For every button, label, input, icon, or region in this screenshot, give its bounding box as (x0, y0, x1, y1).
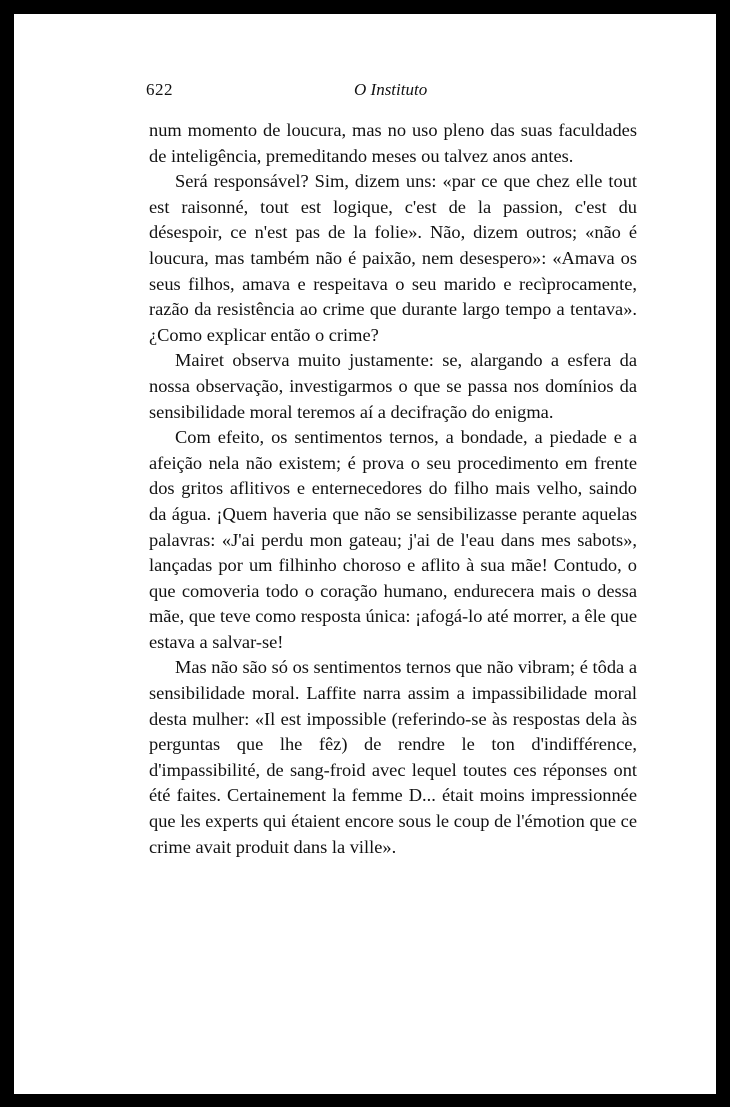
paragraph-continuation: num momento de loucura, mas no uso pleno das suas faculdades de inteligência, premeditando meses ou talvez anos antes. (149, 120, 637, 166)
running-title: O Instituto (354, 80, 428, 99)
page-header (146, 80, 636, 110)
page-number: 622 (146, 80, 173, 99)
paragraph-responsibility: Será responsável? Sim, dizem uns: «par ce que chez elle tout est raisonné, tout est logique, c'est de la passion, c'est du désespoir, ce n'est pas de la folie». Não, dizem outros; «não é loucura, mas também não é paixão, nem desespero»: «Amava os seus filhos, amava e respeitava o seu marido e recìprocamente, razão da resistência ao crime que durante largo tempo a tentava». ¿Como explicar então o crime? (149, 171, 637, 345)
book-page (14, 14, 716, 1094)
body-text (149, 118, 637, 860)
paragraph-moral-sensibility: Mas não são só os sentimentos ternos que não vibram; é tôda a sensibilidade moral. Laffite narra assim a impassibilidade moral desta mulher: «Il est impossible (referindo-se às respostas dela às perguntas que lhe fêz) de rendre le ton d'indifférence, d'impassibilité, de sang-froid avec lequel toutes ces réponses ont été faites. Certainement la femme D... était moins impressionnée que les experts qui étaient encore sous le coup de l'émotion que ce crime avait produit dans la ville». (149, 657, 637, 857)
paragraph-mairet: Mairet observa muito justamente: se, alargando a esfera da nossa observação, investigarmos o que se passa nos domínios da sensibilidade moral teremos aí a decifração do enigma. (149, 350, 637, 422)
paragraph-tender-feelings: Com efeito, os sentimentos ternos, a bondade, a piedade e a afeição nela não existem; é prova o seu procedimento em frente dos gritos aflitivos e enternecedores do filho mais velho, saindo da água. ¡Quem haveria que não se sensibilizasse perante aquelas palavras: «J'ai perdu mon gateau; j'ai de l'eau dans mes sabots», lançadas por um filhinho choroso e aflito à sua mãe! Contudo, o que comoveria todo o coração humano, endurecera mais o dessa mãe, que teve como resposta única: ¡afogá-lo até morrer, a êle que estava a salvar-se! (149, 427, 637, 652)
